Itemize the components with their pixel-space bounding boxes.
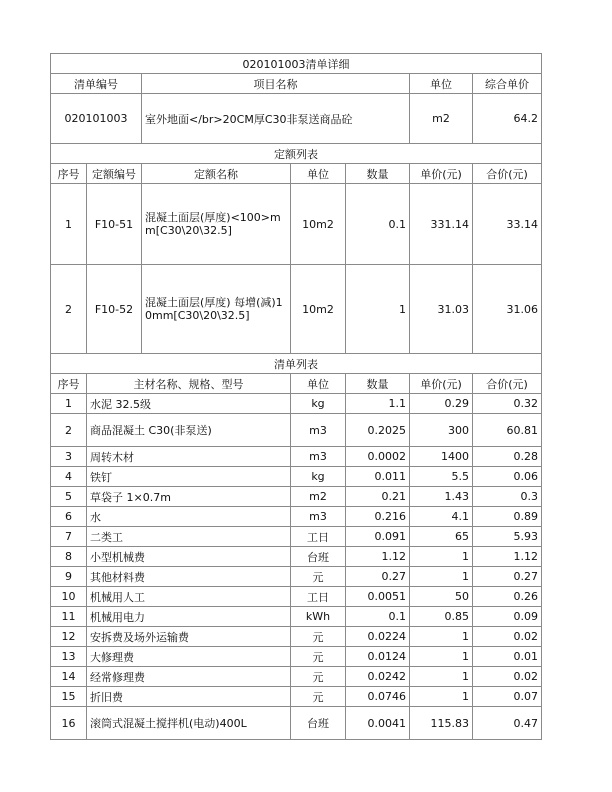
material-qty: 0.2025 (346, 414, 410, 447)
material-total: 0.28 (473, 447, 542, 467)
material-no: 6 (51, 507, 87, 527)
material-row (51, 467, 542, 487)
material-no: 11 (51, 607, 87, 627)
material-no: 5 (51, 487, 87, 507)
material-unit: 元 (291, 567, 346, 587)
material-qty: 1.12 (346, 547, 410, 567)
material-section-title: 清单列表 (51, 354, 542, 374)
material-row (51, 607, 542, 627)
material-qty: 0.011 (346, 467, 410, 487)
quota-row (51, 184, 542, 265)
material-no: 3 (51, 447, 87, 467)
material-price: 1.43 (410, 487, 473, 507)
quota-code: F10-52 (87, 265, 142, 354)
material-unit: kg (291, 394, 346, 414)
material-price-header: 单价(元) (410, 374, 473, 394)
material-row (51, 547, 542, 567)
material-row (51, 394, 542, 414)
bill-header-row (51, 74, 542, 94)
material-no: 9 (51, 567, 87, 587)
bill-code-header: 清单编号 (51, 74, 142, 94)
material-name: 折旧费 (87, 687, 291, 707)
material-total: 0.27 (473, 567, 542, 587)
material-name: 二类工 (87, 527, 291, 547)
material-row (51, 647, 542, 667)
material-row (51, 447, 542, 467)
material-no: 12 (51, 627, 87, 647)
material-qty: 0.0746 (346, 687, 410, 707)
quota-header-row (51, 164, 542, 184)
material-section-row (51, 354, 542, 374)
material-no: 2 (51, 414, 87, 447)
material-unit: m3 (291, 447, 346, 467)
material-total: 5.93 (473, 527, 542, 547)
table-title: 020101003清单详细 (51, 54, 542, 74)
material-row (51, 587, 542, 607)
material-qty: 0.0124 (346, 647, 410, 667)
quota-name: 混凝土面层(厚度) 每增(减)10mm[C30\20\32.5] (142, 265, 291, 354)
material-qty: 0.0242 (346, 667, 410, 687)
quota-row (51, 265, 542, 354)
material-unit: 元 (291, 647, 346, 667)
material-total: 0.89 (473, 507, 542, 527)
material-price: 115.83 (410, 707, 473, 740)
quota-no: 2 (51, 265, 87, 354)
material-no-header: 序号 (51, 374, 87, 394)
bill-name: 室外地面</br>20CM厚C30非泵送商品砼 (142, 94, 410, 144)
material-total: 0.01 (473, 647, 542, 667)
quota-qty: 1 (346, 265, 410, 354)
material-price: 5.5 (410, 467, 473, 487)
material-no: 16 (51, 707, 87, 740)
material-qty: 0.0002 (346, 447, 410, 467)
bill-detail-table (50, 53, 542, 740)
bill-row (51, 94, 542, 144)
material-row (51, 687, 542, 707)
material-no: 7 (51, 527, 87, 547)
material-qty: 0.216 (346, 507, 410, 527)
material-total: 0.02 (473, 667, 542, 687)
quota-no-header: 序号 (51, 164, 87, 184)
material-unit: kWh (291, 607, 346, 627)
material-price: 1 (410, 687, 473, 707)
material-total: 0.32 (473, 394, 542, 414)
material-no: 14 (51, 667, 87, 687)
material-row (51, 487, 542, 507)
material-unit: 元 (291, 667, 346, 687)
material-no: 4 (51, 467, 87, 487)
material-price: 65 (410, 527, 473, 547)
material-unit: kg (291, 467, 346, 487)
material-no: 13 (51, 647, 87, 667)
quota-total: 33.14 (473, 184, 542, 265)
material-no: 8 (51, 547, 87, 567)
material-name: 机械用电力 (87, 607, 291, 627)
quota-name-header: 定额名称 (142, 164, 291, 184)
material-qty: 0.0041 (346, 707, 410, 740)
quota-unit: 10m2 (291, 184, 346, 265)
quota-unit: 10m2 (291, 265, 346, 354)
material-total: 0.26 (473, 587, 542, 607)
bill-unit: m2 (410, 94, 473, 144)
material-no: 10 (51, 587, 87, 607)
quota-qty-header: 数量 (346, 164, 410, 184)
material-no: 1 (51, 394, 87, 414)
material-price: 1 (410, 667, 473, 687)
material-unit: 元 (291, 687, 346, 707)
material-name: 周转木材 (87, 447, 291, 467)
quota-total-header: 合价(元) (473, 164, 542, 184)
title-row (51, 54, 542, 74)
material-unit: m2 (291, 487, 346, 507)
material-name: 水泥 32.5级 (87, 394, 291, 414)
material-name: 滚筒式混凝土搅拌机(电动)400L (87, 707, 291, 740)
material-price: 0.29 (410, 394, 473, 414)
material-row (51, 507, 542, 527)
material-qty: 0.27 (346, 567, 410, 587)
bill-code: 020101003 (51, 94, 142, 144)
material-total: 0.06 (473, 467, 542, 487)
material-name: 商品混凝土 C30(非泵送) (87, 414, 291, 447)
material-price: 0.85 (410, 607, 473, 627)
material-name: 水 (87, 507, 291, 527)
material-qty: 1.1 (346, 394, 410, 414)
material-total: 0.02 (473, 627, 542, 647)
material-total-header: 合价(元) (473, 374, 542, 394)
quota-total: 31.06 (473, 265, 542, 354)
quota-code: F10-51 (87, 184, 142, 265)
material-unit: 元 (291, 627, 346, 647)
material-qty: 0.0224 (346, 627, 410, 647)
material-name: 其他材料费 (87, 567, 291, 587)
material-total: 60.81 (473, 414, 542, 447)
material-name-header: 主材名称、规格、型号 (87, 374, 291, 394)
quota-price: 331.14 (410, 184, 473, 265)
quota-price-header: 单价(元) (410, 164, 473, 184)
material-qty: 0.21 (346, 487, 410, 507)
material-price: 1 (410, 547, 473, 567)
material-name: 大修理费 (87, 647, 291, 667)
quota-code-header: 定额编号 (87, 164, 142, 184)
material-price: 4.1 (410, 507, 473, 527)
material-row (51, 527, 542, 547)
material-qty-header: 数量 (346, 374, 410, 394)
material-price: 1 (410, 647, 473, 667)
material-unit: 工日 (291, 527, 346, 547)
material-total: 1.12 (473, 547, 542, 567)
material-total: 0.47 (473, 707, 542, 740)
material-unit: m3 (291, 414, 346, 447)
material-price: 1 (410, 567, 473, 587)
material-no: 15 (51, 687, 87, 707)
quota-unit-header: 单位 (291, 164, 346, 184)
bill-name-header: 项目名称 (142, 74, 410, 94)
material-unit: 台班 (291, 547, 346, 567)
material-price: 300 (410, 414, 473, 447)
material-qty: 0.1 (346, 607, 410, 627)
material-total: 0.3 (473, 487, 542, 507)
material-qty: 0.091 (346, 527, 410, 547)
material-price: 50 (410, 587, 473, 607)
bill-unit-header: 单位 (410, 74, 473, 94)
material-unit: m3 (291, 507, 346, 527)
material-header-row (51, 374, 542, 394)
quota-no: 1 (51, 184, 87, 265)
material-total: 0.07 (473, 687, 542, 707)
material-name: 小型机械费 (87, 547, 291, 567)
quota-section-title: 定额列表 (51, 144, 542, 164)
material-unit: 工日 (291, 587, 346, 607)
material-name: 草袋子 1×0.7m (87, 487, 291, 507)
quota-name: 混凝土面层(厚度)<100>mm[C30\20\32.5] (142, 184, 291, 265)
material-name: 铁钉 (87, 467, 291, 487)
bill-price-header: 综合单价 (473, 74, 542, 94)
material-price: 1400 (410, 447, 473, 467)
material-price: 1 (410, 627, 473, 647)
quota-price: 31.03 (410, 265, 473, 354)
bill-price: 64.2 (473, 94, 542, 144)
material-qty: 0.0051 (346, 587, 410, 607)
material-row (51, 667, 542, 687)
material-row (51, 707, 542, 740)
quota-qty: 0.1 (346, 184, 410, 265)
material-total: 0.09 (473, 607, 542, 627)
material-name: 机械用人工 (87, 587, 291, 607)
material-name: 安拆费及场外运输费 (87, 627, 291, 647)
material-row (51, 414, 542, 447)
material-row (51, 627, 542, 647)
quota-section-row (51, 144, 542, 164)
material-name: 经常修理费 (87, 667, 291, 687)
material-row (51, 567, 542, 587)
material-unit-header: 单位 (291, 374, 346, 394)
material-unit: 台班 (291, 707, 346, 740)
